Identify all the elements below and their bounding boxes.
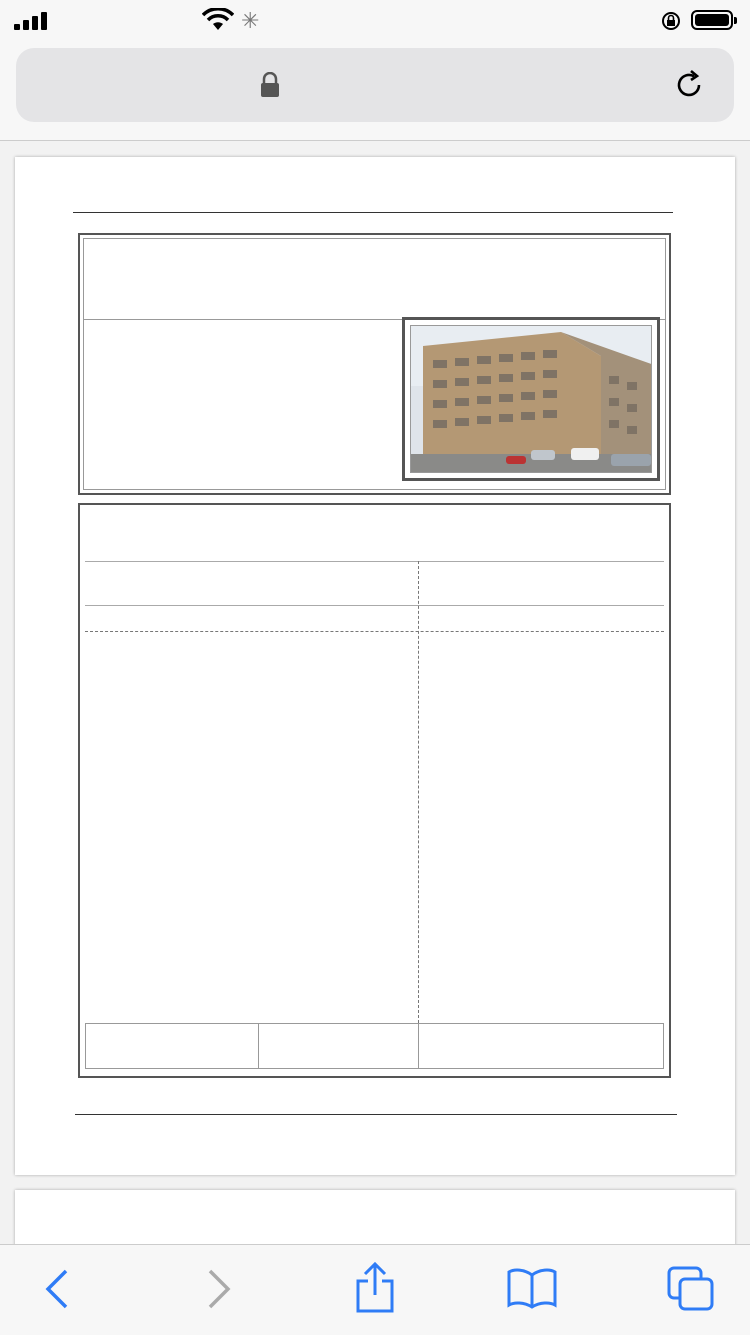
status-bar bbox=[0, 0, 750, 42]
building-photo bbox=[402, 317, 660, 481]
browser-header bbox=[0, 42, 750, 141]
divider bbox=[85, 605, 664, 606]
browser-toolbar bbox=[0, 1244, 750, 1335]
document-page-1 bbox=[15, 157, 735, 1175]
rotation-lock-icon bbox=[660, 10, 682, 32]
whole-building-values bbox=[85, 1023, 664, 1069]
energy-performance-box bbox=[78, 503, 671, 1078]
back-icon[interactable] bbox=[42, 1267, 72, 1311]
divider bbox=[85, 631, 664, 632]
cellular-signal-icon bbox=[14, 12, 50, 30]
divider bbox=[85, 561, 664, 562]
certificate-header-box bbox=[78, 233, 671, 495]
activity-spinner-icon: ✳ bbox=[241, 8, 260, 33]
address-bar[interactable] bbox=[16, 48, 734, 122]
footer-divider bbox=[75, 1114, 677, 1115]
header-divider bbox=[73, 212, 673, 213]
tabs-icon[interactable] bbox=[666, 1265, 716, 1313]
bookmarks-icon[interactable] bbox=[506, 1267, 558, 1311]
reload-icon[interactable] bbox=[672, 68, 706, 102]
whole-building-label bbox=[96, 1034, 156, 1059]
forward-icon[interactable] bbox=[204, 1267, 234, 1311]
wifi-icon bbox=[202, 8, 234, 32]
column-divider bbox=[418, 561, 419, 1023]
battery-icon bbox=[691, 10, 733, 30]
building-image bbox=[411, 326, 652, 473]
lock-icon bbox=[260, 72, 280, 98]
share-icon[interactable] bbox=[354, 1261, 396, 1315]
